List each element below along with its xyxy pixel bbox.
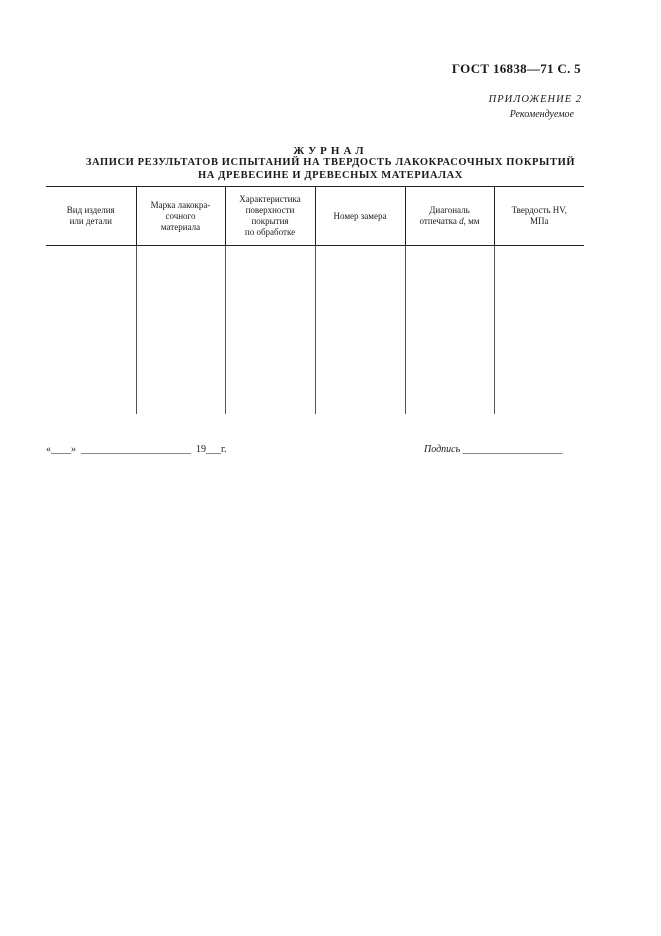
signature-line	[424, 444, 563, 455]
table-cell[interactable]	[136, 246, 225, 415]
signature-blank[interactable]: ____________________	[462, 444, 563, 455]
date-line: «____» ______________________ 19___г.	[46, 444, 227, 455]
table-cell[interactable]	[405, 246, 494, 415]
column-header-measurement-number: Номер замера	[315, 187, 405, 246]
column-header-item-type: Вид изделия или детали	[46, 187, 136, 246]
document-subtitle-line1: ЗАПИСИ РЕЗУЛЬТАТОВ ИСПЫТАНИЙ НА ТВЕРДОСТЬ ЛАКОКРАСОЧНЫХ ПОКРЫТИЙ	[85, 157, 576, 168]
column-header-hardness: Твердость HV, МПа	[494, 187, 584, 246]
standard-number: ГОСТ 16838—71 С. 5	[451, 61, 581, 76]
table-cell[interactable]	[315, 246, 405, 415]
day-blank[interactable]: ____	[51, 444, 71, 455]
year-blank[interactable]: ___	[206, 444, 221, 455]
appendix-status: Рекомендуемое	[509, 109, 574, 120]
journal-table	[46, 186, 584, 414]
column-header-coating-brand: Марка лакокра- сочного материала	[136, 187, 225, 246]
table-cell[interactable]	[494, 246, 584, 415]
column-header-surface-characteristics: Характеристика поверхности покрытия по обработке	[225, 187, 315, 246]
appendix-label: ПРИЛОЖЕНИЕ 2	[488, 94, 582, 105]
signature-label: Подпись	[424, 444, 461, 455]
document-subtitle-line2: НА ДРЕВЕСИНЕ И ДРЕВЕСНЫХ МАТЕРИАЛАХ	[197, 170, 463, 181]
document-title: ЖУРНАЛ	[293, 145, 368, 157]
table-row	[46, 246, 584, 415]
table-cell[interactable]	[46, 246, 136, 415]
month-blank[interactable]: ______________________	[81, 444, 191, 455]
table-cell[interactable]	[225, 246, 315, 415]
column-header-indentation-diagonal: Диагональ отпечатка d, мм	[405, 187, 494, 246]
table-header-row	[46, 187, 584, 246]
